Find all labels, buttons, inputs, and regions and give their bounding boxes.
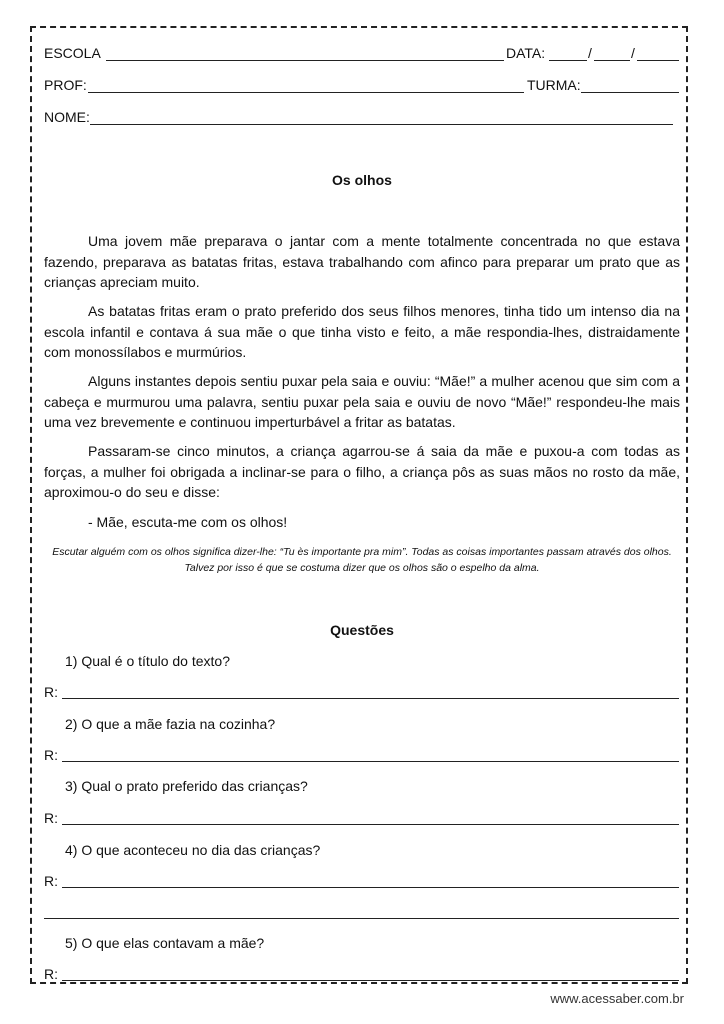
- answer-line-3[interactable]: [62, 824, 679, 825]
- answer-label: R:: [44, 747, 58, 763]
- paragraph-dialogue: - Mãe, escuta-me com os olhos!: [88, 514, 288, 530]
- answer-label: R:: [44, 873, 58, 889]
- paragraph: Passaram-se cinco minutos, a criança agarrou-se á saia da mãe e puxou-a com todas as forças, a mulher foi obrigada a inclinar-se para o filho, a criança pôs as suas mãos no rosto da mãe, aproximou-o do seu e disse:: [44, 443, 680, 500]
- answer-label: R:: [44, 966, 58, 982]
- worksheet-border: [30, 26, 688, 984]
- question-5: 5) O que elas contavam a mãe?: [65, 935, 265, 951]
- turma-label: TURMA:: [527, 77, 581, 93]
- question-3: 3) Qual o prato preferido das crianças?: [65, 778, 308, 794]
- answer-label: R:: [44, 810, 58, 826]
- footer-site[interactable]: www.acessaber.com.br: [550, 991, 684, 1006]
- paragraph: As batatas fritas eram o prato preferido dos seus filhos menores, tinha tido um intenso dia na escola infantil e contava á sua mãe o que tinha visto e feito, a mãe respondia-lhes, distraidamente com monossílabos e murmúrios.: [44, 303, 680, 360]
- answer-line-4[interactable]: [62, 887, 679, 888]
- answer-line-2[interactable]: [62, 761, 679, 762]
- answer-line-1[interactable]: [62, 698, 679, 699]
- text-note: Escutar alguém com os olhos significa dizer-lhe: “Tu ès importante pra mim”. Todas as coisas importantes passam através dos olhos. Talvez por isso é que se costuma dizer que os olhos são o espelho da alma.: [52, 546, 672, 574]
- escola-label: ESCOLA: [44, 45, 101, 61]
- question-2: 2) O que a mãe fazia na cozinha?: [65, 716, 276, 732]
- paragraph: Uma jovem mãe preparava o jantar com a mente totalmente concentrada no que estava fazendo, preparava as batatas fritas, estava trabalhando com afinco para preparar um prato que as crianças apreciam muito.: [44, 233, 680, 290]
- nome-field[interactable]: [90, 124, 673, 125]
- escola-field[interactable]: [106, 60, 504, 61]
- question-4: 4) O que aconteceu no dia das crianças?: [65, 842, 321, 858]
- data-label: DATA:: [506, 45, 546, 61]
- answer-label: R:: [44, 684, 58, 700]
- data-month-field[interactable]: [594, 60, 630, 61]
- data-separator: /: [631, 45, 635, 61]
- questions-title: Questões: [330, 622, 394, 638]
- turma-field[interactable]: [581, 92, 679, 93]
- answer-line-5[interactable]: [62, 980, 679, 981]
- prof-field[interactable]: [88, 92, 524, 93]
- answer-line-4b[interactable]: [44, 918, 679, 919]
- data-separator: /: [588, 45, 592, 61]
- question-1: 1) Qual é o título do texto?: [65, 653, 230, 669]
- data-day-field[interactable]: [549, 60, 587, 61]
- nome-label: NOME:: [44, 109, 90, 125]
- text-title: Os olhos: [332, 172, 392, 188]
- prof-label: PROF:: [44, 77, 87, 93]
- paragraph: Alguns instantes depois sentiu puxar pela saia e ouviu: “Mãe!” a mulher acenou que sim com a cabeça e murmurou uma palavra, sentiu puxar pela saia e ouviu de novo “Mãe!” respondeu-lhe mais uma vez brevemente e continuou imperturbável a fritar as batatas.: [44, 373, 680, 430]
- data-year-field[interactable]: [637, 60, 679, 61]
